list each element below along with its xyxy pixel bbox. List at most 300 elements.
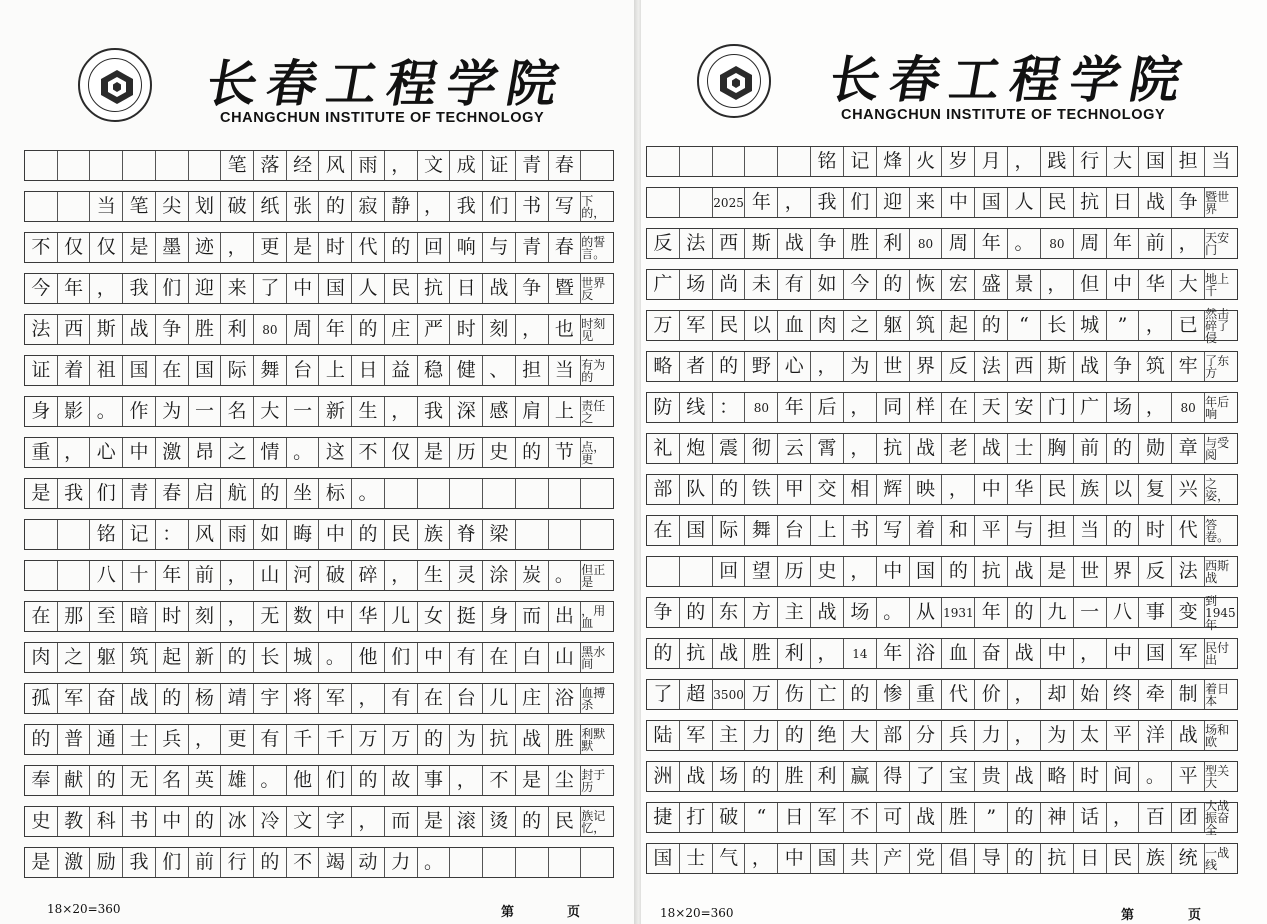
page-label-suffix: 页 <box>567 905 581 920</box>
grid-cell: 书 <box>123 807 156 836</box>
grid-cell: 中 <box>319 520 352 549</box>
grid-cell: 青 <box>123 479 156 508</box>
grid-cell: 我 <box>123 848 156 877</box>
grid-cell: 证 <box>483 151 516 180</box>
grid-cell: 的 <box>352 315 385 344</box>
grid-cell <box>549 848 582 877</box>
grid-cell: 中 <box>418 643 451 672</box>
grid-cell: 大 <box>1107 147 1140 176</box>
grid-cell: 笔 <box>221 151 254 180</box>
essay-page-right <box>641 0 1267 924</box>
grid-cell: 日 <box>1107 188 1140 217</box>
grid-cell: 风 <box>189 520 222 549</box>
grid-cell: 他 <box>287 766 320 795</box>
grid-cell: 赢 <box>844 762 877 791</box>
grid-cell: ” <box>975 803 1008 832</box>
grid-cell: 筑 <box>123 643 156 672</box>
grid-cell: 战 <box>1008 639 1041 668</box>
grid-cell: 是 <box>25 848 58 877</box>
grid-cell <box>581 479 613 508</box>
grid-cell: 军 <box>319 684 352 713</box>
grid-cell: 史 <box>811 557 844 586</box>
grid-cell: 队 <box>680 475 713 504</box>
grid-cell: 躯 <box>90 643 123 672</box>
grid-cell <box>549 520 582 549</box>
grid-cell: 周 <box>287 315 320 344</box>
grid-cell: 制 <box>1172 680 1205 709</box>
grid-row <box>646 798 1238 837</box>
grid-cell: 儿 <box>483 684 516 713</box>
grid-cell: 胜 <box>549 725 582 754</box>
grid-cell: 时 <box>1074 762 1107 791</box>
grid-cell: 台 <box>778 516 811 545</box>
grid-cell: 春 <box>156 479 189 508</box>
grid-cell: 万 <box>745 680 778 709</box>
grid-cell: 岁 <box>942 147 975 176</box>
grid-cell: 肉 <box>811 311 844 340</box>
grid-cell: 也 <box>549 315 582 344</box>
grid-cell <box>516 479 549 508</box>
grid-cell: 烽 <box>877 147 910 176</box>
grid-row <box>24 765 614 796</box>
grid-cell: 启 <box>189 479 222 508</box>
grid-cell: 刻 <box>483 315 516 344</box>
grid-cell: 划 <box>189 192 222 221</box>
college-english-name: CHANGCHUN INSTITUTE OF TECHNOLOGY <box>841 107 1166 123</box>
grid-cell: 着 <box>58 356 91 385</box>
grid-row <box>646 351 1238 382</box>
grid-cell: 大 <box>254 397 287 426</box>
grid-cell: 时 <box>450 315 483 344</box>
grid-cell: 上 <box>549 397 582 426</box>
grid-cell: 大 <box>844 721 877 750</box>
grid-cell: 激 <box>58 848 91 877</box>
grid-cell: 抗 <box>1074 188 1107 217</box>
grid-cell: 我 <box>450 192 483 221</box>
grid-row <box>24 273 614 304</box>
grid-cell <box>58 151 91 180</box>
grid-cell: 火 <box>910 147 943 176</box>
grid-cell: 。 <box>418 848 451 877</box>
grid-row <box>646 593 1238 632</box>
grid-cell: 时 <box>156 602 189 631</box>
grid-cell: 当 <box>1211 150 1231 172</box>
grid-cell: 。 <box>90 397 123 426</box>
grid-cell: 儿 <box>385 602 418 631</box>
grid-cell: 军 <box>680 311 713 340</box>
grid-cell: 在 <box>647 516 680 545</box>
grid-row <box>24 191 614 222</box>
grid-cell: 的誓言。 <box>581 234 606 261</box>
grid-cell: 年 <box>975 229 1008 258</box>
grid-cell: 2025 <box>713 188 746 217</box>
grid-cell: 场 <box>844 598 877 627</box>
grid-cell: 为 <box>156 397 189 426</box>
grid-cell: 身 <box>25 397 58 426</box>
grid-cell: 的 <box>385 233 418 262</box>
grid-cell <box>516 848 549 877</box>
grid-cell: 脊 <box>450 520 483 549</box>
grid-cell <box>25 151 58 180</box>
grid-cell: 时刻见 <box>581 316 606 343</box>
grid-cell: 雨 <box>352 151 385 180</box>
grid-cell: 暨 <box>549 274 582 303</box>
grid-cell: 绝 <box>811 721 844 750</box>
grid-cell: 宝 <box>942 762 975 791</box>
grid-cell: 。 <box>352 479 385 508</box>
grid-cell: 生 <box>418 561 451 590</box>
grid-cell: 深 <box>450 397 483 426</box>
grid-cell: 了 <box>647 680 680 709</box>
grid-row <box>646 556 1238 587</box>
grid-row <box>646 392 1238 423</box>
grid-cell: 着 <box>910 516 943 545</box>
grid-cell: 周 <box>942 229 975 258</box>
grid-cell: 前 <box>189 848 222 877</box>
grid-cell: 写 <box>877 516 910 545</box>
grid-row <box>646 638 1238 669</box>
grid-cell: 抗 <box>418 274 451 303</box>
grid-cell <box>483 479 516 508</box>
grid-cell: 落 <box>254 151 287 180</box>
grid-cell: 胜 <box>942 803 975 832</box>
grid-cell: 抗 <box>975 557 1008 586</box>
grid-cell: 导 <box>975 844 1008 873</box>
grid-cell: “ <box>745 803 778 832</box>
grid-cell: 重 <box>25 438 58 467</box>
grid-cell: 的 <box>1008 803 1041 832</box>
grid-cell: 的 <box>254 479 287 508</box>
grid-cell: 教 <box>58 807 91 836</box>
college-name-logotype: 长春工程学院 <box>825 50 1196 109</box>
grid-cell: 到1945年 <box>1205 593 1236 632</box>
grid-cell: 激 <box>156 438 189 467</box>
grid-cell: 们 <box>483 192 516 221</box>
grid-cell: 天 <box>975 393 1008 422</box>
grid-cell: 冰 <box>221 807 254 836</box>
grid-cell: 党 <box>910 844 943 873</box>
grid-cell: 礼 <box>647 434 680 463</box>
grid-cell: ， <box>385 397 418 426</box>
grid-cell: 价 <box>975 680 1008 709</box>
grid-cell: 下的， <box>581 193 606 220</box>
grid-cell: 当 <box>549 356 582 385</box>
grid-cell: 但正是 <box>581 562 606 589</box>
grid-cell: 宇 <box>254 684 287 713</box>
grid-cell: 场 <box>680 270 713 299</box>
grid-cell: 场和欧 <box>1205 722 1230 749</box>
grid-cell: ， <box>778 188 811 217</box>
grid-cell: 名 <box>221 397 254 426</box>
grid-cell: 场 <box>1107 393 1140 422</box>
grid-cell: 血搏杀 <box>581 685 606 712</box>
grid-cell: 的 <box>713 475 746 504</box>
grid-cell: ， <box>844 393 877 422</box>
college-seal-icon <box>697 44 771 118</box>
grid-cell: 年 <box>975 598 1008 627</box>
grid-cell: 在 <box>418 684 451 713</box>
grid-cell: 破 <box>713 803 746 832</box>
grid-cell: 战 <box>1139 188 1172 217</box>
grid-cell: 血 <box>778 311 811 340</box>
grid-cell: 民 <box>713 311 746 340</box>
grid-cell: 年 <box>745 188 778 217</box>
grid-cell: 城 <box>287 643 320 672</box>
grid-row <box>646 306 1238 345</box>
grid-cell: 士 <box>1008 434 1041 463</box>
grid-cell: 影 <box>58 397 91 426</box>
grid-cell: 今 <box>844 270 877 299</box>
grid-cell: 战 <box>1172 721 1205 750</box>
grid-cell <box>156 151 189 180</box>
grid-cell: 甲 <box>778 475 811 504</box>
grid-cell: 而 <box>385 807 418 836</box>
grid-cell: 山 <box>254 561 287 590</box>
grid-cell: 士 <box>123 725 156 754</box>
grid-cell: 庄 <box>385 315 418 344</box>
grid-cell: 我 <box>811 188 844 217</box>
grid-cell: 民付出 <box>1205 640 1230 667</box>
grid-cell: 八 <box>90 561 123 590</box>
grid-cell: ， <box>844 557 877 586</box>
grid-row <box>646 515 1238 546</box>
grid-cell: 之 <box>58 643 91 672</box>
grid-cell: 部 <box>877 721 910 750</box>
grid-cell: 族记忆， <box>581 808 606 835</box>
grid-cell: 兵 <box>942 721 975 750</box>
grid-cell: 的 <box>745 762 778 791</box>
grid-cell: 铁 <box>745 475 778 504</box>
grid-cell: 在 <box>25 602 58 631</box>
grid-cell: 我 <box>418 397 451 426</box>
grid-cell: ， <box>450 766 483 795</box>
grid-cell: 更 <box>221 725 254 754</box>
grid-cell: ， <box>418 192 451 221</box>
grid-cell: 争 <box>516 274 549 303</box>
grid-cell: ， <box>844 434 877 463</box>
grid-cell: 竭 <box>319 848 352 877</box>
grid-cell: 型关大 <box>1205 763 1230 790</box>
grid-cell: 景 <box>1008 270 1041 299</box>
grid-cell: 筑 <box>1139 352 1172 381</box>
grid-row <box>646 433 1238 464</box>
grid-cell: 城 <box>1074 311 1107 340</box>
grid-cell: 八 <box>1107 598 1140 627</box>
grid-cell: 九 <box>1041 598 1074 627</box>
grid-cell: 章 <box>1172 434 1205 463</box>
grid-cell: 牵 <box>1139 680 1172 709</box>
grid-cell: 。 <box>287 438 320 467</box>
grid-cell: 万 <box>352 725 385 754</box>
grid-cell: 们 <box>156 848 189 877</box>
grid-cell: 更 <box>254 233 287 262</box>
grid-cell: 抗 <box>483 725 516 754</box>
grid-row <box>646 228 1238 259</box>
grid-cell: 十 <box>123 561 156 590</box>
grid-cell: 至 <box>90 602 123 631</box>
grid-cell: 际 <box>221 356 254 385</box>
grid-cell: 以 <box>745 311 778 340</box>
grid-cell: 的 <box>156 684 189 713</box>
grid-cell: 国 <box>975 188 1008 217</box>
grid-cell: 的 <box>90 766 123 795</box>
grid-cell: 的 <box>516 807 549 836</box>
grid-cell: 民 <box>385 520 418 549</box>
grid-cell: 靖 <box>221 684 254 713</box>
grid-cell: 话 <box>1074 803 1107 832</box>
grid-cell: 抗 <box>877 434 910 463</box>
grid-cell: 航 <box>221 479 254 508</box>
grid-cell: ， <box>942 475 975 504</box>
grid-cell: 捷 <box>647 803 680 832</box>
grid-cell: 已 <box>1172 311 1205 340</box>
grid-cell: 年 <box>319 315 352 344</box>
grid-cell: 上 <box>811 516 844 545</box>
grid-cell: 有 <box>450 643 483 672</box>
grid-cell: 广 <box>647 270 680 299</box>
grid-cell: 战 <box>910 434 943 463</box>
grid-cell: “ <box>1008 311 1041 340</box>
grid-cell: 中 <box>156 807 189 836</box>
grid-cell: 力 <box>975 721 1008 750</box>
grid-cell: 伤 <box>778 680 811 709</box>
grid-cell: 抗 <box>680 639 713 668</box>
grid-cell: 张 <box>287 192 320 221</box>
grid-row <box>24 478 614 509</box>
grid-cell: 间 <box>1107 762 1140 791</box>
grid-cell: 有 <box>385 684 418 713</box>
grid-cell: 万 <box>647 311 680 340</box>
grid-cell: ， <box>221 233 254 262</box>
grid-cell: 有 <box>778 270 811 299</box>
grid-cell: 斯 <box>745 229 778 258</box>
grid-cell: 前 <box>1074 434 1107 463</box>
grid-cell: 利 <box>221 315 254 344</box>
grid-cell: 记 <box>123 520 156 549</box>
grid-cell: 节 <box>549 438 582 467</box>
grid-cell: ， <box>352 807 385 836</box>
grid-cell: 为 <box>1041 721 1074 750</box>
grid-cell: 的 <box>221 643 254 672</box>
grid-cell: 1931 <box>942 598 975 627</box>
grid-cell: 一 <box>287 397 320 426</box>
grid-cell: 战 <box>975 434 1008 463</box>
grid-cell: 心 <box>778 352 811 381</box>
grid-cell: 无 <box>123 766 156 795</box>
grid-cell: 情 <box>254 438 287 467</box>
grid-cell: 年 <box>58 274 91 303</box>
grid-cell <box>713 147 746 176</box>
grid-cell: 的 <box>516 438 549 467</box>
grid-cell: 奋 <box>90 684 123 713</box>
grid-cell: 们 <box>844 188 877 217</box>
grid-cell <box>581 520 613 549</box>
grid-cell: 回 <box>418 233 451 262</box>
grid-cell: 的 <box>942 557 975 586</box>
grid-cell: 上 <box>319 356 352 385</box>
grid-cell <box>189 151 222 180</box>
grid-cell: 中 <box>319 602 352 631</box>
grid-cell: ， <box>811 352 844 381</box>
grid-cell: 书 <box>516 192 549 221</box>
grid-cell: 事 <box>418 766 451 795</box>
grid-cell: 胜 <box>778 762 811 791</box>
grid-cell: 是 <box>418 807 451 836</box>
grid-cell: 们 <box>319 766 352 795</box>
grid-cell: 滚 <box>450 807 483 836</box>
grid-cell: 争 <box>1107 352 1140 381</box>
grid-cell: 当 <box>1074 516 1107 545</box>
grid-cell: 中 <box>942 188 975 217</box>
grid-cell <box>385 479 418 508</box>
grid-cell: 一 <box>1074 598 1107 627</box>
grid-cell: 记 <box>844 147 877 176</box>
grid-cell: 奋 <box>975 639 1008 668</box>
grid-cell: 80 <box>910 229 943 258</box>
grid-cell: ， <box>745 844 778 873</box>
grid-cell: 肩 <box>516 397 549 426</box>
grid-cell: ， <box>1172 229 1205 258</box>
grid-cell: 民 <box>549 807 582 836</box>
grid-cell: 震 <box>713 434 746 463</box>
grid-cell: 法 <box>975 352 1008 381</box>
grid-cell: 与 <box>483 233 516 262</box>
grid-cell: 如 <box>254 520 287 549</box>
grid-cell: 奉 <box>25 766 58 795</box>
grid-cell: 方 <box>745 598 778 627</box>
grid-cell: 世界反 <box>581 275 606 302</box>
grid-cell: 复 <box>1139 475 1172 504</box>
grid-cell: 来 <box>910 188 943 217</box>
grid-cell: 铭 <box>811 147 844 176</box>
grid-cell: 争 <box>156 315 189 344</box>
grid-cell: 担 <box>1172 147 1205 176</box>
grid-cell: 当 <box>90 192 123 221</box>
grid-cell: 战 <box>713 639 746 668</box>
grid-cell: 统 <box>1172 844 1205 873</box>
grid-cell: 月 <box>975 147 1008 176</box>
grid-cell: 长 <box>254 643 287 672</box>
grid-cell: 惨 <box>877 680 910 709</box>
grid-cell: 利 <box>877 229 910 258</box>
grid-cell: 战 <box>1008 762 1041 791</box>
grid-row <box>24 642 614 673</box>
grid-cell: 的 <box>844 680 877 709</box>
grid-cell: 行 <box>221 848 254 877</box>
grid-cell: 彻 <box>745 434 778 463</box>
grid-cell: 的 <box>418 725 451 754</box>
grid-cell: 前 <box>189 561 222 590</box>
grid-cell: 写 <box>549 192 582 221</box>
grid-cell: 恢 <box>910 270 943 299</box>
grid-cell: 场 <box>713 762 746 791</box>
grid-cell: 。 <box>549 561 582 590</box>
grid-cell: 平 <box>975 516 1008 545</box>
grid-cell: 的 <box>877 270 910 299</box>
grid-cell: 代 <box>1172 516 1205 545</box>
grid-cell: 终 <box>1107 680 1140 709</box>
grid-cell: 在 <box>156 356 189 385</box>
college-seal-icon <box>78 48 152 122</box>
grid-cell: 中 <box>1107 270 1140 299</box>
grid-cell: ， <box>1008 680 1041 709</box>
grid-cell: 战 <box>811 598 844 627</box>
grid-cell: 未 <box>745 270 778 299</box>
grid-cell: 的 <box>680 598 713 627</box>
grid-cell: 在 <box>942 393 975 422</box>
grid-cell: 的 <box>713 352 746 381</box>
grid-row <box>646 679 1238 710</box>
